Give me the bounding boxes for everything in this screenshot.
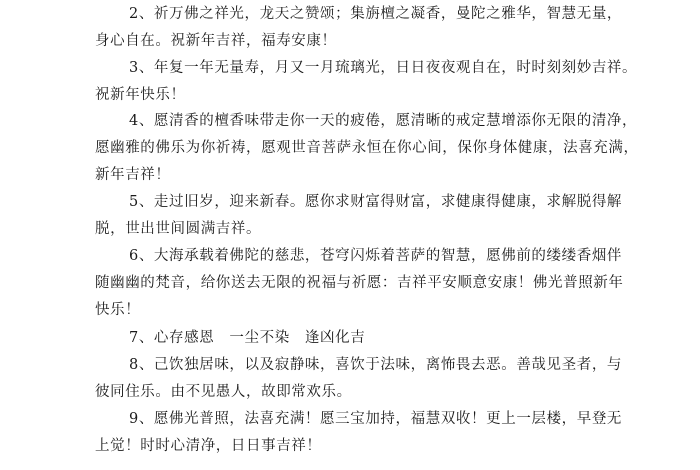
paragraph-line: 2、祈万佛之祥光，龙天之赞颂；集旃檀之凝香，曼陀之雅华，智慧无量， — [129, 6, 623, 22]
paragraph-7 — [95, 325, 365, 352]
paragraph-line: 7、心存感恩 一尘不染 逢凶化吉 — [129, 330, 366, 346]
paragraph-line: 3、年复一年无量寿，月又一月琉璃光，日日夜夜观自在，时时刻刻妙吉祥。 — [129, 60, 638, 76]
paragraph-2 — [95, 1, 622, 55]
paragraph-line: 身心自在。祝新年吉祥，福寿安康！ — [95, 33, 337, 49]
paragraph-3 — [95, 55, 637, 109]
paragraph-line: 彼同住乐。由不见愚人，故即常欢乐。 — [95, 384, 352, 400]
paragraph-line: 快乐！ — [95, 302, 141, 318]
paragraph-5 — [95, 189, 622, 243]
paragraph-line: 上觉！时时心清净，日日事吉祥！ — [95, 438, 322, 454]
paragraph-line: 6、大海承载着佛陀的慈悲，苍穹闪烁着菩萨的智慧，愿佛前的缕缕香烟伴 — [129, 248, 623, 264]
paragraph-line: 新年吉祥！ — [95, 167, 171, 183]
paragraph-line: 愿幽雅的佛乐为你祈祷，愿观世音菩萨永恒在你心间，保你身体健康，法喜充满， — [95, 140, 639, 156]
paragraph-line: 5、走过旧岁，迎来新春。愿你求财富得财富，求健康得健康，求解脱得解 — [129, 194, 623, 210]
paragraph-line: 祝新年快乐！ — [95, 87, 186, 103]
paragraph-line: 8、己饮独居味，以及寂静味，喜饮于法味，离怖畏去恶。善哉见圣者，与 — [129, 357, 623, 373]
paragraph-6 — [95, 243, 624, 324]
paragraph-line: 脱，世出世间圆满吉祥。 — [95, 221, 262, 237]
paragraph-line: 9、愿佛光普照，法喜充满！愿三宝加持，福慧双收！更上一层楼，早登无 — [129, 411, 623, 427]
paragraph-line: 4、愿清香的檀香味带走你一天的疲倦，愿清晰的戒定慧增添你无限的清净， — [129, 113, 638, 129]
paragraph-4 — [95, 108, 639, 189]
paragraph-8 — [95, 352, 622, 406]
paragraph-line: 随幽幽的梵音，给你送去无限的祝福与祈愿：吉祥平安顺意安康！佛光普照新年 — [95, 275, 624, 291]
paragraph-9 — [95, 406, 622, 460]
